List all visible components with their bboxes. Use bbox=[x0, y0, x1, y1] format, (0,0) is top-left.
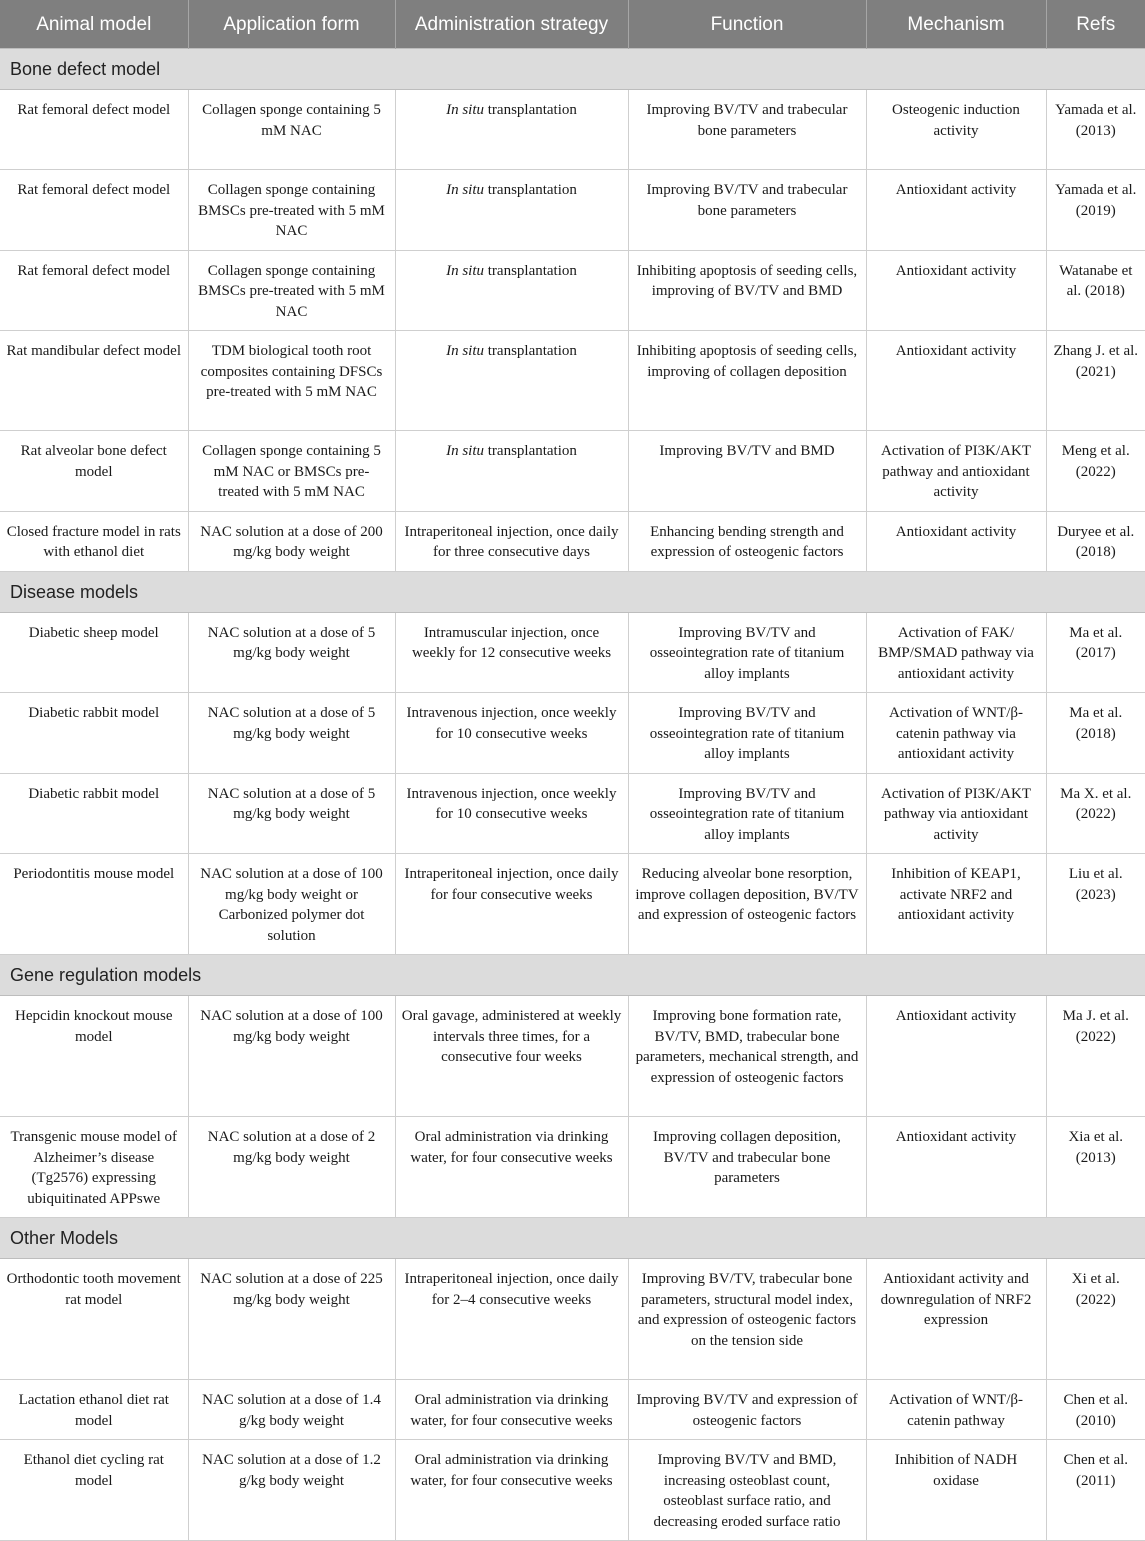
cell-refs: Ma et al. (2018) bbox=[1046, 693, 1145, 774]
table-row bbox=[0, 773, 1145, 854]
table-row bbox=[0, 854, 1145, 955]
cell-refs: Ma et al. (2017) bbox=[1046, 612, 1145, 693]
cell-animal-model: Rat alveolar bone defect model bbox=[0, 431, 188, 512]
cell-refs: Ma X. et al. (2022) bbox=[1046, 773, 1145, 854]
cell-administration-strategy bbox=[395, 854, 628, 955]
cell-refs: Xi et al. (2022) bbox=[1046, 1259, 1145, 1380]
cell-refs: Yamada et al. (2013) bbox=[1046, 90, 1145, 170]
table-body bbox=[0, 49, 1145, 1541]
table-row bbox=[0, 511, 1145, 571]
cell-application-form: NAC solution at a dose of 2 mg/kg body weight bbox=[188, 1117, 395, 1218]
administration-text: Oral administration via drinking water, for four consecutive weeks bbox=[410, 1129, 613, 1166]
cell-refs: Ma J. et al. (2022) bbox=[1046, 996, 1145, 1117]
cell-application-form: Collagen sponge containing BMSCs pre-treated with 5 mM NAC bbox=[188, 250, 395, 331]
table-row bbox=[0, 1380, 1145, 1440]
cell-function: Improving BV/TV and osseointegration rate of titanium alloy implants bbox=[628, 612, 866, 693]
cell-function: Improving BV/TV and trabecular bone parameters bbox=[628, 170, 866, 251]
cell-mechanism: Antioxidant activity bbox=[866, 331, 1046, 431]
cell-mechanism: Activation of FAK/ BMP/SMAD pathway via antioxidant activity bbox=[866, 612, 1046, 693]
section-title: Other Models bbox=[0, 1218, 1145, 1259]
header-application-form: Application form bbox=[188, 0, 395, 49]
table-row bbox=[0, 1440, 1145, 1541]
cell-administration-strategy bbox=[395, 90, 628, 170]
cell-application-form: TDM biological tooth root composites containing DFSCs pre-treated with 5 mM NAC bbox=[188, 331, 395, 431]
cell-refs: Chen et al. (2010) bbox=[1046, 1380, 1145, 1440]
cell-administration-strategy bbox=[395, 612, 628, 693]
cell-function: Improving bone formation rate, BV/TV, BMD, trabecular bone parameters, mechanical strength, and expression of osteogenic factors bbox=[628, 996, 866, 1117]
cell-animal-model: Diabetic rabbit model bbox=[0, 693, 188, 774]
administration-text: Intraperitoneal injection, once daily for three consecutive days bbox=[404, 523, 619, 560]
cell-application-form: NAC solution at a dose of 5 mg/kg body weight bbox=[188, 612, 395, 693]
cell-function: Enhancing bending strength and expression of osteogenic factors bbox=[628, 511, 866, 571]
cell-administration-strategy bbox=[395, 996, 628, 1117]
header-animal-model: Animal model bbox=[0, 0, 188, 49]
administration-italic-prefix: In situ bbox=[446, 182, 484, 198]
cell-application-form: NAC solution at a dose of 1.2 g/kg body weight bbox=[188, 1440, 395, 1541]
administration-text: transplantation bbox=[484, 182, 577, 198]
cell-refs: Meng et al. (2022) bbox=[1046, 431, 1145, 512]
administration-text: Intravenous injection, once weekly for 10 consecutive weeks bbox=[406, 785, 617, 822]
cell-administration-strategy bbox=[395, 1259, 628, 1380]
cell-animal-model: Lactation ethanol diet rat model bbox=[0, 1380, 188, 1440]
cell-mechanism: Inhibition of KEAP1, activate NRF2 and antioxidant activity bbox=[866, 854, 1046, 955]
cell-mechanism: Inhibition of NADH oxidase bbox=[866, 1440, 1046, 1541]
section-header-row bbox=[0, 955, 1145, 996]
cell-administration-strategy bbox=[395, 511, 628, 571]
cell-animal-model: Transgenic mouse model of Alzheimer’s disease (Tg2576) expressing ubiquitinated APPswe bbox=[0, 1117, 188, 1218]
cell-animal-model: Hepcidin knockout mouse model bbox=[0, 996, 188, 1117]
administration-text: transplantation bbox=[484, 443, 577, 459]
table-row bbox=[0, 1259, 1145, 1380]
header-refs: Refs bbox=[1046, 0, 1145, 49]
cell-function: Improving BV/TV and BMD, increasing osteoblast count, osteoblast surface ratio, and decreasing eroded surface ratio bbox=[628, 1440, 866, 1541]
administration-text: Intramuscular injection, once weekly for 12 consecutive weeks bbox=[411, 624, 612, 661]
table-row bbox=[0, 431, 1145, 512]
header-function: Function bbox=[628, 0, 866, 49]
table-row bbox=[0, 1117, 1145, 1218]
cell-mechanism: Antioxidant activity bbox=[866, 511, 1046, 571]
cell-application-form: Collagen sponge containing BMSCs pre-treated with 5 mM NAC bbox=[188, 170, 395, 251]
table-row bbox=[0, 90, 1145, 170]
cell-animal-model: Rat femoral defect model bbox=[0, 90, 188, 170]
section-header-row bbox=[0, 49, 1145, 90]
cell-refs: Watanabe et al. (2018) bbox=[1046, 250, 1145, 331]
cell-animal-model: Periodontitis mouse model bbox=[0, 854, 188, 955]
administration-italic-prefix: In situ bbox=[446, 262, 484, 279]
cell-function: Improving BV/TV and expression of osteogenic factors bbox=[628, 1380, 866, 1440]
table-row bbox=[0, 996, 1145, 1117]
section-header-row bbox=[0, 1218, 1145, 1259]
cell-refs: Chen et al. (2011) bbox=[1046, 1440, 1145, 1541]
administration-italic-prefix: In situ bbox=[446, 443, 484, 459]
administration-text: Oral gavage, administered at weekly intervals three times, for a consecutive four weeks bbox=[401, 1008, 622, 1065]
administration-italic-prefix: In situ bbox=[446, 343, 484, 359]
cell-refs: Yamada et al. (2019) bbox=[1046, 170, 1145, 251]
cell-refs: Xia et al. (2013) bbox=[1046, 1117, 1145, 1218]
cell-function: Improving BV/TV and BMD bbox=[628, 431, 866, 512]
cell-administration-strategy bbox=[395, 1380, 628, 1440]
cell-application-form: NAC solution at a dose of 5 mg/kg body weight bbox=[188, 773, 395, 854]
cell-function: Improving BV/TV, trabecular bone parameters, structural model index, and expression of osteogenic factors on the tension side bbox=[628, 1259, 866, 1380]
table-row bbox=[0, 250, 1145, 331]
header-mechanism: Mechanism bbox=[866, 0, 1046, 49]
administration-text: transplantation bbox=[484, 262, 577, 279]
cell-application-form: Collagen sponge containing 5 mM NAC or BMSCs pre-treated with 5 mM NAC bbox=[188, 431, 395, 512]
cell-mechanism: Antioxidant activity and downregulation of NRF2 expression bbox=[866, 1259, 1046, 1380]
cell-animal-model: Ethanol diet cycling rat model bbox=[0, 1440, 188, 1541]
cell-mechanism: Activation of PI3K/AKT pathway and antioxidant activity bbox=[866, 431, 1046, 512]
cell-refs: Liu et al. (2023) bbox=[1046, 854, 1145, 955]
cell-application-form: Collagen sponge containing 5 mM NAC bbox=[188, 90, 395, 170]
cell-animal-model: Rat femoral defect model bbox=[0, 170, 188, 251]
cell-mechanism: Activation of WNT/β-catenin pathway via antioxidant activity bbox=[866, 693, 1046, 774]
cell-application-form: NAC solution at a dose of 5 mg/kg body weight bbox=[188, 693, 395, 774]
section-title: Bone defect model bbox=[0, 49, 1145, 90]
administration-text: Intraperitoneal injection, once daily for 2–4 consecutive weeks bbox=[404, 1271, 619, 1308]
cell-application-form: NAC solution at a dose of 100 mg/kg body weight bbox=[188, 996, 395, 1117]
cell-administration-strategy bbox=[395, 693, 628, 774]
header-row bbox=[0, 0, 1145, 49]
cell-administration-strategy bbox=[395, 331, 628, 431]
table-row bbox=[0, 612, 1145, 693]
cell-function: Improving collagen deposition, BV/TV and trabecular bone parameters bbox=[628, 1117, 866, 1218]
table-row bbox=[0, 170, 1145, 251]
cell-animal-model: Diabetic rabbit model bbox=[0, 773, 188, 854]
cell-administration-strategy bbox=[395, 773, 628, 854]
cell-mechanism: Antioxidant activity bbox=[866, 1117, 1046, 1218]
section-header-row bbox=[0, 571, 1145, 612]
cell-function: Reducing alveolar bone resorption, improve collagen deposition, BV/TV and expression of osteogenic factors bbox=[628, 854, 866, 955]
administration-italic-prefix: In situ bbox=[446, 102, 484, 118]
header-administration-strategy: Administration strategy bbox=[395, 0, 628, 49]
administration-text: Intravenous injection, once weekly for 10 consecutive weeks bbox=[406, 705, 617, 742]
administration-text: Intraperitoneal injection, once daily for four consecutive weeks bbox=[404, 866, 619, 903]
table-row bbox=[0, 331, 1145, 431]
section-title: Disease models bbox=[0, 571, 1145, 612]
cell-administration-strategy bbox=[395, 170, 628, 251]
administration-text: transplantation bbox=[484, 343, 577, 359]
cell-refs: Zhang J. et al. (2021) bbox=[1046, 331, 1145, 431]
cell-function: Improving BV/TV and osseointegration rate of titanium alloy implants bbox=[628, 693, 866, 774]
cell-administration-strategy bbox=[395, 1440, 628, 1541]
cell-function: Inhibiting apoptosis of seeding cells, improving of BV/TV and BMD bbox=[628, 250, 866, 331]
cell-function: Improving BV/TV and trabecular bone parameters bbox=[628, 90, 866, 170]
cell-application-form: NAC solution at a dose of 225 mg/kg body weight bbox=[188, 1259, 395, 1380]
cell-administration-strategy bbox=[395, 250, 628, 331]
cell-refs: Duryee et al. (2018) bbox=[1046, 511, 1145, 571]
table-header bbox=[0, 0, 1145, 49]
cell-animal-model: Diabetic sheep model bbox=[0, 612, 188, 693]
cell-animal-model: Orthodontic tooth movement rat model bbox=[0, 1259, 188, 1380]
table-row bbox=[0, 693, 1145, 774]
cell-application-form: NAC solution at a dose of 100 mg/kg body weight or Carbonized polymer dot solution bbox=[188, 854, 395, 955]
section-title: Gene regulation models bbox=[0, 955, 1145, 996]
cell-administration-strategy bbox=[395, 1117, 628, 1218]
administration-text: transplantation bbox=[484, 102, 577, 118]
cell-mechanism: Activation of WNT/β-catenin pathway bbox=[866, 1380, 1046, 1440]
cell-function: Improving BV/TV and osseointegration rate of titanium alloy implants bbox=[628, 773, 866, 854]
cell-application-form: NAC solution at a dose of 200 mg/kg body weight bbox=[188, 511, 395, 571]
cell-mechanism: Antioxidant activity bbox=[866, 250, 1046, 331]
cell-animal-model: Rat mandibular defect model bbox=[0, 331, 188, 431]
cell-application-form: NAC solution at a dose of 1.4 g/kg body weight bbox=[188, 1380, 395, 1440]
administration-text: Oral administration via drinking water, for four consecutive weeks bbox=[410, 1392, 613, 1429]
cell-animal-model: Closed fracture model in rats with ethanol diet bbox=[0, 511, 188, 571]
cell-administration-strategy bbox=[395, 431, 628, 512]
administration-text: Oral administration via drinking water, for four consecutive weeks bbox=[410, 1452, 613, 1489]
cell-mechanism: Antioxidant activity bbox=[866, 170, 1046, 251]
cell-mechanism: Activation of PI3K/AKT pathway via antioxidant activity bbox=[866, 773, 1046, 854]
cell-animal-model: Rat femoral defect model bbox=[0, 250, 188, 331]
cell-mechanism: Antioxidant activity bbox=[866, 996, 1046, 1117]
cell-function: Inhibiting apoptosis of seeding cells, improving of collagen deposition bbox=[628, 331, 866, 431]
cell-mechanism: Osteogenic induction activity bbox=[866, 90, 1046, 170]
